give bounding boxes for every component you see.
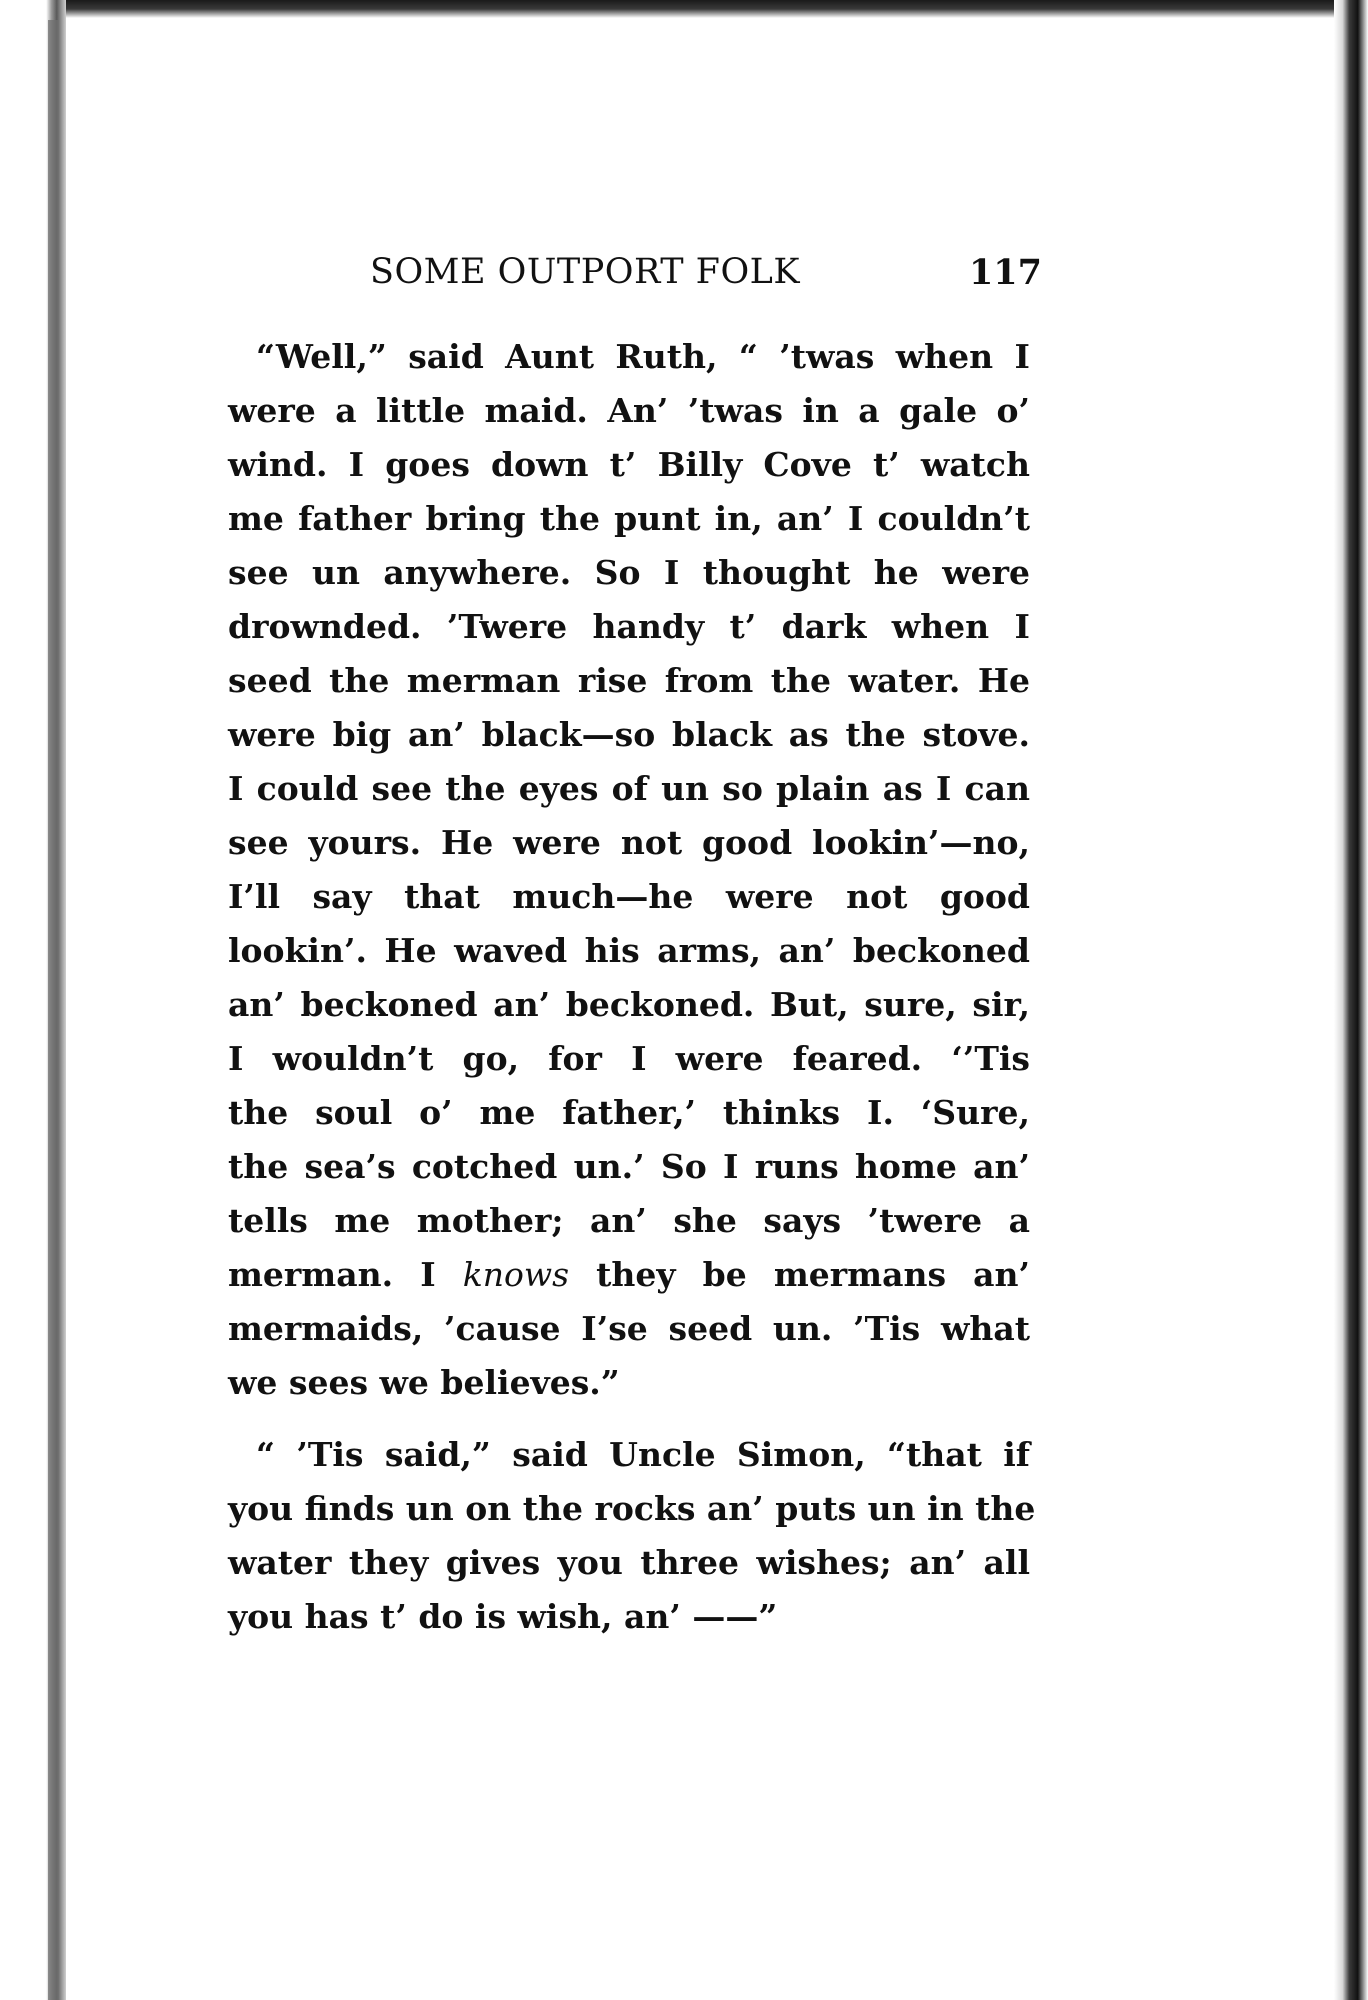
text-line: I’ll say that much—he were not good xyxy=(228,877,1030,916)
text-line-with-emphasis xyxy=(228,1248,1030,1302)
text-line: see un anywhere. So I thought he were xyxy=(228,553,1030,592)
body-text xyxy=(228,330,1036,1644)
running-title: SOME OUTPORT FOLK xyxy=(370,252,801,292)
text-line: wind. I goes down t’ Billy Cove t’ watch xyxy=(228,445,1030,484)
text-line: were a little maid. An’ ’twas in a gale o’ xyxy=(228,391,1030,430)
text-line: the soul o’ me father,’ thinks I. ‘Sure, xyxy=(228,1093,1030,1132)
text-line: we sees we believes.” xyxy=(228,1363,620,1402)
paragraph-aunt-ruth xyxy=(228,330,1030,1410)
text-line: see yours. He were not good lookin’—no, xyxy=(228,823,1030,862)
scan-top-edge xyxy=(0,0,1368,18)
page-number: 117 xyxy=(968,252,1042,293)
gutter-shadow xyxy=(48,20,58,2000)
text-line: seed the merman rise from the water. He xyxy=(228,661,1030,700)
text-line: were big an’ black—so black as the stove. xyxy=(228,715,1030,754)
text-line: an’ beckoned an’ beckoned. But, sure, sir, xyxy=(228,985,1030,1024)
emphasized-word: knows xyxy=(462,1255,570,1294)
text-line: tells me mother; an’ she says ’twere a xyxy=(228,1201,1030,1240)
text-line: I could see the eyes of un so plain as I can xyxy=(228,769,1030,808)
paragraph-gap xyxy=(228,1410,1030,1428)
text-line: you has t’ do is wish, an’ ——” xyxy=(228,1597,778,1636)
text-line: water they gives you three wishes; an’ all xyxy=(228,1543,1030,1582)
paragraph-uncle-simon xyxy=(228,1428,1036,1644)
text-fragment: they be mermans an’ xyxy=(569,1255,1030,1294)
text-line: the sea’s cotched un.’ So I runs home an’ xyxy=(228,1147,1030,1186)
text-line: lookin’. He waved his arms, an’ beckoned xyxy=(228,931,1030,970)
text-line: drownded. ’Twere handy t’ dark when I xyxy=(228,607,1030,646)
text-line: “ ’Tis said,” said Uncle Simon, “that if xyxy=(256,1435,1030,1474)
running-head xyxy=(370,252,1042,302)
text-line: I wouldn’t go, for I were feared. ‘’Tis xyxy=(228,1039,1030,1078)
text-line: mermaids, ’cause I’se seed un. ’Tis what xyxy=(228,1309,1030,1348)
text-fragment: merman. I xyxy=(228,1255,463,1294)
text-line: me father bring the punt in, an’ I couldn’t xyxy=(228,499,1030,538)
book-page xyxy=(70,20,1352,1998)
text-line: you finds un on the rocks an’ puts un in the xyxy=(228,1489,1036,1528)
text-line: “Well,” said Aunt Ruth, “ ’twas when I xyxy=(256,337,1030,376)
